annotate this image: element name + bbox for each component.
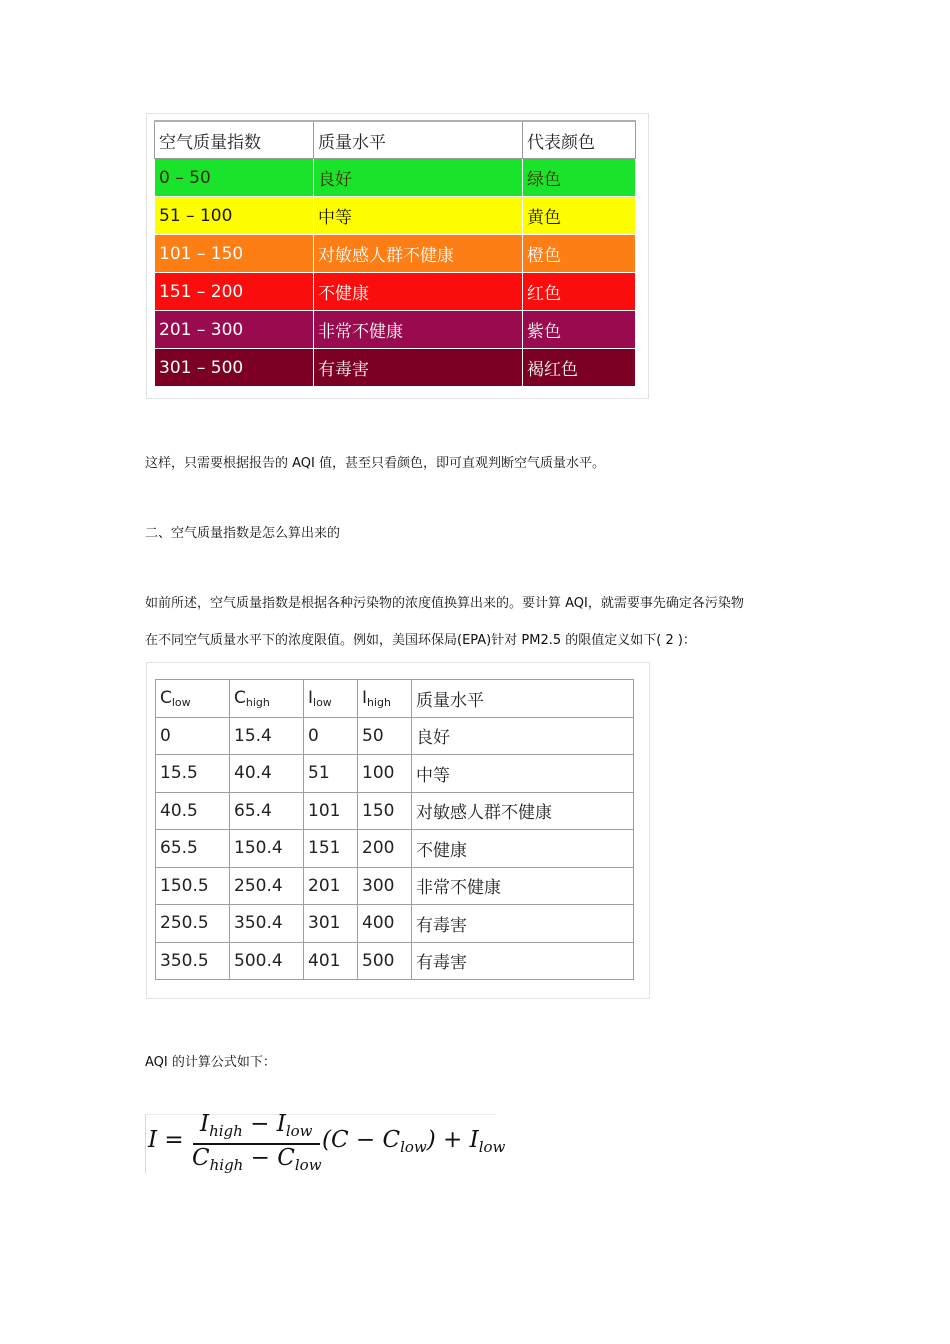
pm-cell-i-high: 150	[358, 792, 412, 830]
pm-cell-i-low: 301	[304, 905, 358, 943]
aqi-formula	[145, 1111, 506, 1174]
aqi-table-row	[155, 273, 636, 311]
pm-cell-c-low: 15.5	[156, 755, 230, 793]
aqi-header-level: 质量水平	[314, 121, 523, 159]
aqi-table-header-row	[155, 121, 636, 159]
aqi-cell-range: 101 – 150	[155, 235, 314, 273]
aqi-color-table	[154, 120, 636, 387]
pm-cell-level: 对敏感人群不健康	[412, 792, 634, 830]
pm-header-i-high	[358, 680, 412, 718]
aqi-cell-color-name: 黄色	[523, 197, 636, 235]
formula-num-a-sub: high	[209, 1122, 243, 1140]
pm-table-header-row	[156, 680, 634, 718]
formula-den-op: −	[243, 1145, 278, 1171]
pm-header-i-low-sub: low	[313, 695, 332, 709]
pm-table-row	[156, 830, 634, 868]
pm-cell-c-high: 250.4	[230, 867, 304, 905]
pm-cell-c-low: 350.5	[156, 942, 230, 980]
formula-tail-open: (C − C	[322, 1127, 401, 1153]
formula-den-a: C	[192, 1145, 210, 1171]
formula-tail-i-sub: low	[478, 1138, 506, 1156]
formula-denominator	[192, 1145, 322, 1174]
aqi-cell-range: 201 – 300	[155, 311, 314, 349]
pm-cell-c-high: 65.4	[230, 792, 304, 830]
aqi-cell-color-name: 红色	[523, 273, 636, 311]
aqi-header-index: 空气质量指数	[155, 121, 314, 159]
formula-den-b: C	[277, 1145, 295, 1171]
formula-num-b: I	[276, 1111, 286, 1137]
pm-cell-i-high: 300	[358, 867, 412, 905]
formula-tail-close: ) + I	[426, 1127, 479, 1153]
pm25-breakpoint-table-figure	[146, 662, 650, 999]
pm-table-row	[156, 755, 634, 793]
pm-cell-i-high: 200	[358, 830, 412, 868]
section-heading-aqi-calculation: 二、空气质量指数是怎么算出来的	[145, 526, 341, 541]
paragraph-aqi-color-note: 这样，只需要根据报告的 AQI 值，甚至只看颜色，即可直观判断空气质量水平。	[145, 456, 605, 471]
pm-cell-i-high: 400	[358, 905, 412, 943]
pm-cell-c-high: 15.4	[230, 717, 304, 755]
aqi-table-row	[155, 235, 636, 273]
formula-tail-c-sub: low	[400, 1138, 427, 1156]
pm-table-row	[156, 867, 634, 905]
aqi-cell-level: 对敏感人群不健康	[314, 235, 523, 273]
paragraph-breakpoints-line2: 在不同空气质量水平下的浓度限值。例如，美国环保局(EPA)针对 PM2.5 的限值定义如下( 2 )：	[145, 633, 696, 648]
aqi-cell-color-name: 褐红色	[523, 349, 636, 387]
aqi-cell-color-name: 橙色	[523, 235, 636, 273]
pm-header-i-high-sub: high	[367, 695, 391, 709]
aqi-table-row	[155, 197, 636, 235]
pm-cell-i-low: 101	[304, 792, 358, 830]
aqi-cell-range: 301 – 500	[155, 349, 314, 387]
pm-table-row	[156, 792, 634, 830]
formula-intro: AQI 的计算公式如下：	[145, 1055, 276, 1070]
aqi-table-row	[155, 349, 636, 387]
pm-cell-i-low: 0	[304, 717, 358, 755]
aqi-table-row	[155, 311, 636, 349]
pm-cell-i-high: 100	[358, 755, 412, 793]
pm25-breakpoint-table	[155, 679, 634, 980]
paragraph-breakpoints-line1: 如前所述，空气质量指数是根据各种污染物的浓度值换算出来的。要计算 AQI，就需要事先确定各污染物	[145, 596, 744, 611]
pm-cell-c-high: 40.4	[230, 755, 304, 793]
pm-cell-c-high: 150.4	[230, 830, 304, 868]
pm-cell-i-low: 51	[304, 755, 358, 793]
formula-lhs: I =	[148, 1127, 184, 1153]
aqi-table-row	[155, 159, 636, 197]
pm-cell-c-low: 65.5	[156, 830, 230, 868]
pm-header-c-high-base: C	[234, 687, 246, 708]
pm-cell-i-high: 500	[358, 942, 412, 980]
pm-cell-level: 有毒害	[412, 905, 634, 943]
aqi-cell-color-name: 绿色	[523, 159, 636, 197]
aqi-cell-range: 51 – 100	[155, 197, 314, 235]
pm-cell-c-low: 150.5	[156, 867, 230, 905]
pm-header-i-high-base: I	[362, 687, 368, 708]
aqi-cell-level: 有毒害	[314, 349, 523, 387]
pm-cell-level: 良好	[412, 717, 634, 755]
aqi-cell-level: 良好	[314, 159, 523, 197]
aqi-cell-level: 非常不健康	[314, 311, 523, 349]
pm-table-row	[156, 942, 634, 980]
formula-num-a: I	[200, 1111, 210, 1137]
pm-cell-c-low: 0	[156, 717, 230, 755]
pm-header-c-low-sub: low	[171, 695, 191, 709]
pm-header-c-low	[156, 680, 230, 718]
aqi-cell-range: 151 – 200	[155, 273, 314, 311]
pm-header-c-high-sub: high	[245, 695, 270, 709]
formula-den-b-sub: low	[294, 1156, 322, 1174]
pm-cell-c-high: 350.4	[230, 905, 304, 943]
pm-cell-level: 中等	[412, 755, 634, 793]
aqi-cell-level: 不健康	[314, 273, 523, 311]
pm-cell-c-high: 500.4	[230, 942, 304, 980]
formula-num-op: −	[242, 1111, 277, 1137]
pm-table-row	[156, 905, 634, 943]
aqi-color-table-figure	[146, 113, 649, 399]
pm-cell-level: 不健康	[412, 830, 634, 868]
pm-header-c-low-base: C	[160, 687, 172, 708]
pm-header-c-high	[230, 680, 304, 718]
pm-cell-i-low: 201	[304, 867, 358, 905]
aqi-cell-color-name: 紫色	[523, 311, 636, 349]
aqi-cell-level: 中等	[314, 197, 523, 235]
pm-cell-level: 有毒害	[412, 942, 634, 980]
pm-cell-c-low: 40.5	[156, 792, 230, 830]
formula-tail	[322, 1127, 505, 1156]
formula-num-b-sub: low	[285, 1122, 313, 1140]
pm-cell-i-low: 401	[304, 942, 358, 980]
formula-den-a-sub: high	[209, 1156, 244, 1174]
pm-header-level: 质量水平	[412, 680, 634, 718]
pm-header-i-low-base: I	[308, 687, 314, 708]
formula-numerator	[200, 1111, 313, 1140]
pm-cell-level: 非常不健康	[412, 867, 634, 905]
pm-header-i-low	[304, 680, 358, 718]
pm-cell-i-low: 151	[304, 830, 358, 868]
pm-cell-i-high: 50	[358, 717, 412, 755]
aqi-cell-range: 0 – 50	[155, 159, 314, 197]
pm-table-row	[156, 717, 634, 755]
pm-cell-c-low: 250.5	[156, 905, 230, 943]
aqi-header-color: 代表颜色	[523, 121, 636, 159]
